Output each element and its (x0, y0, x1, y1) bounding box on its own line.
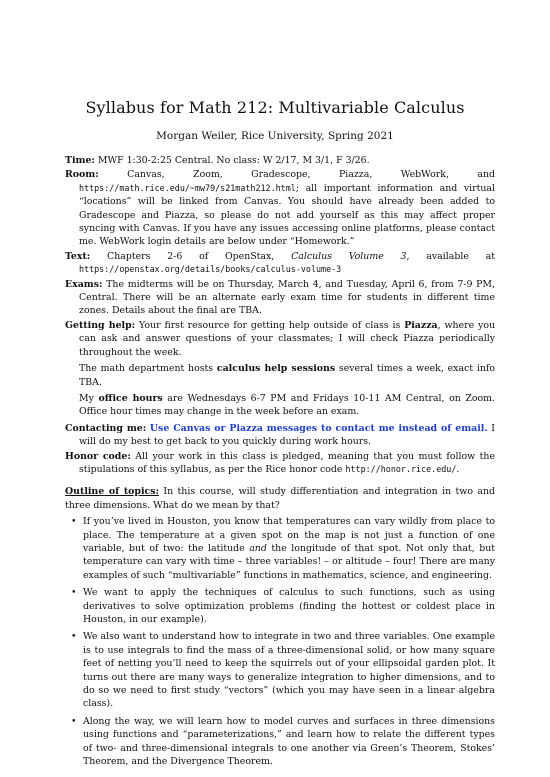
room-text: Canvas, Zoom, Gradescope, Piazza, WebWork, and (127, 169, 496, 181)
help-p2-after: several times a week, exact info TBA. (79, 363, 495, 388)
list-item: • We want to apply the techniques of calculus to such functions, such as using derivatives to solve optimization problems (finding the hottest or coldest place in Houston, in our example). (83, 586, 495, 626)
honor-entry (65, 450, 495, 477)
outline-section (65, 485, 495, 768)
outline-label: Outline of topics: (65, 486, 159, 498)
bullet-1-b: the longitude of that spot. Not only that, but temperature can vary with time – three variables! – or altitude – four! There are many examples of such “multivariable” functions in mathematics, science, and engineering. (83, 542, 495, 581)
honor-after: . (456, 463, 460, 475)
piazza-term: Piazza (404, 319, 438, 331)
list-item: • We also want to understand how to integrate in two and three variables. One example is to use integrals to find the mass of a three-dimensional solid, or how many square feet of netting you’ll need to keep the squirrels out of your ellipsoidal garden plot. It turns out there are many ways to generalize integration to higher dimensions, and to do so we need to first study “vectors” (which you may have seen in a linear algebra class). (83, 630, 495, 710)
bullet-1-a: If you’ve lived in Houston, you know that temperatures can vary wildly from place to place. The temperature at a given spot on the map is not just a function of one variable, but of two: the latitude (83, 516, 495, 554)
outline-list (65, 515, 495, 768)
help-sessions-paragraph (79, 362, 495, 389)
time-text: MWF 1:30-2:25 Central. No class: W 2/17, M 3/1, F 3/26. (97, 155, 370, 166)
text-label: Text: (65, 250, 91, 262)
bullet-1-and: and (249, 542, 267, 554)
office-hours-paragraph (79, 392, 495, 419)
time-label: Time: (65, 155, 95, 166)
room-label: Room: (65, 169, 99, 181)
exams-label: Exams: (65, 278, 103, 290)
author-line: Morgan Weiler, Rice University, Spring 2021 (156, 130, 394, 142)
contact-label: Contacting me: (65, 422, 147, 434)
help-entry (65, 319, 495, 359)
openstax-url-link[interactable]: https://openstax.org/details/books/calculus-volume-3 (79, 264, 342, 275)
help-label: Getting help: (65, 319, 136, 331)
exams-text: The midterms will be on Thursday, March 4, and Tuesday, April 6, from 7-9 PM, Central. There will be an alternate early exam time for students in different time zones. Details about the final are TBA. (79, 278, 496, 317)
outline-intro: In this course, will study differentiation and integration in two and three dimensions. What do we mean by that? (65, 486, 495, 511)
honor-label: Honor code: (65, 450, 131, 462)
text-entry (65, 250, 495, 277)
text-middle: , available at (406, 250, 496, 262)
honor-url-link[interactable]: http://honor.rice.edu/ (345, 463, 457, 474)
exams-entry (65, 278, 495, 318)
help-p3-before: My (79, 392, 94, 404)
honor-before: All your work in this class is pledged, meaning that you must follow the stipulations of this syllabus, as per the Rice honor code (79, 450, 495, 475)
syllabus-body (65, 154, 495, 772)
room-text-after: ; all important information and virtual “locations” will be linked from Canvas. You should have already been added to Gradescope and Piazza, so please do not add yourself as this may affect proper syncing with Canvas. If you have any issues accessing online platforms, please contact me. WebWork login details are below under “Homework.” (79, 182, 495, 248)
help-p1-after: , where you can ask and answer questions of your classmates; I will check Piazza periodically throughout the week. (79, 319, 496, 358)
book-title: Calculus Volume 3 (291, 250, 407, 262)
page-title: Syllabus for Math 212: Multivariable Calculus (85, 98, 465, 117)
office-hours-term: office hours (98, 392, 163, 404)
help-p2-before: The math department hosts (79, 363, 214, 375)
list-item (83, 515, 495, 582)
help-p3-after: are Wednesdays 6-7 PM and Fridays 10-11 AM Central, on Zoom. Office hour times may change in the week before an exam. (79, 392, 496, 418)
text-before: Chapters 2-6 of OpenStax, (107, 250, 275, 262)
room-entry (65, 168, 495, 248)
help-p1-before: Your first resource for getting help outside of class is (139, 319, 401, 331)
contact-after: I will do my best to get back to you quickly during work hours. (79, 422, 495, 448)
list-item: • Along the way, we will learn how to model curves and surfaces in three dimensions using functions and “parameterizations,” and learn how to relate the different types of two- and three-dimensional integrals to one another via Green’s Theorem, Stokes’ Theorem, and the Divergence Theorem. (83, 715, 495, 769)
contact-highlight: Use Canvas or Piazza messages to contact me instead of email. (149, 422, 488, 434)
contact-entry (65, 422, 495, 449)
time-entry (65, 154, 495, 167)
course-url-link[interactable]: https://math.rice.edu/~mw79/s21math212.html (79, 182, 296, 193)
help-sessions-term: calculus help sessions (216, 363, 336, 375)
